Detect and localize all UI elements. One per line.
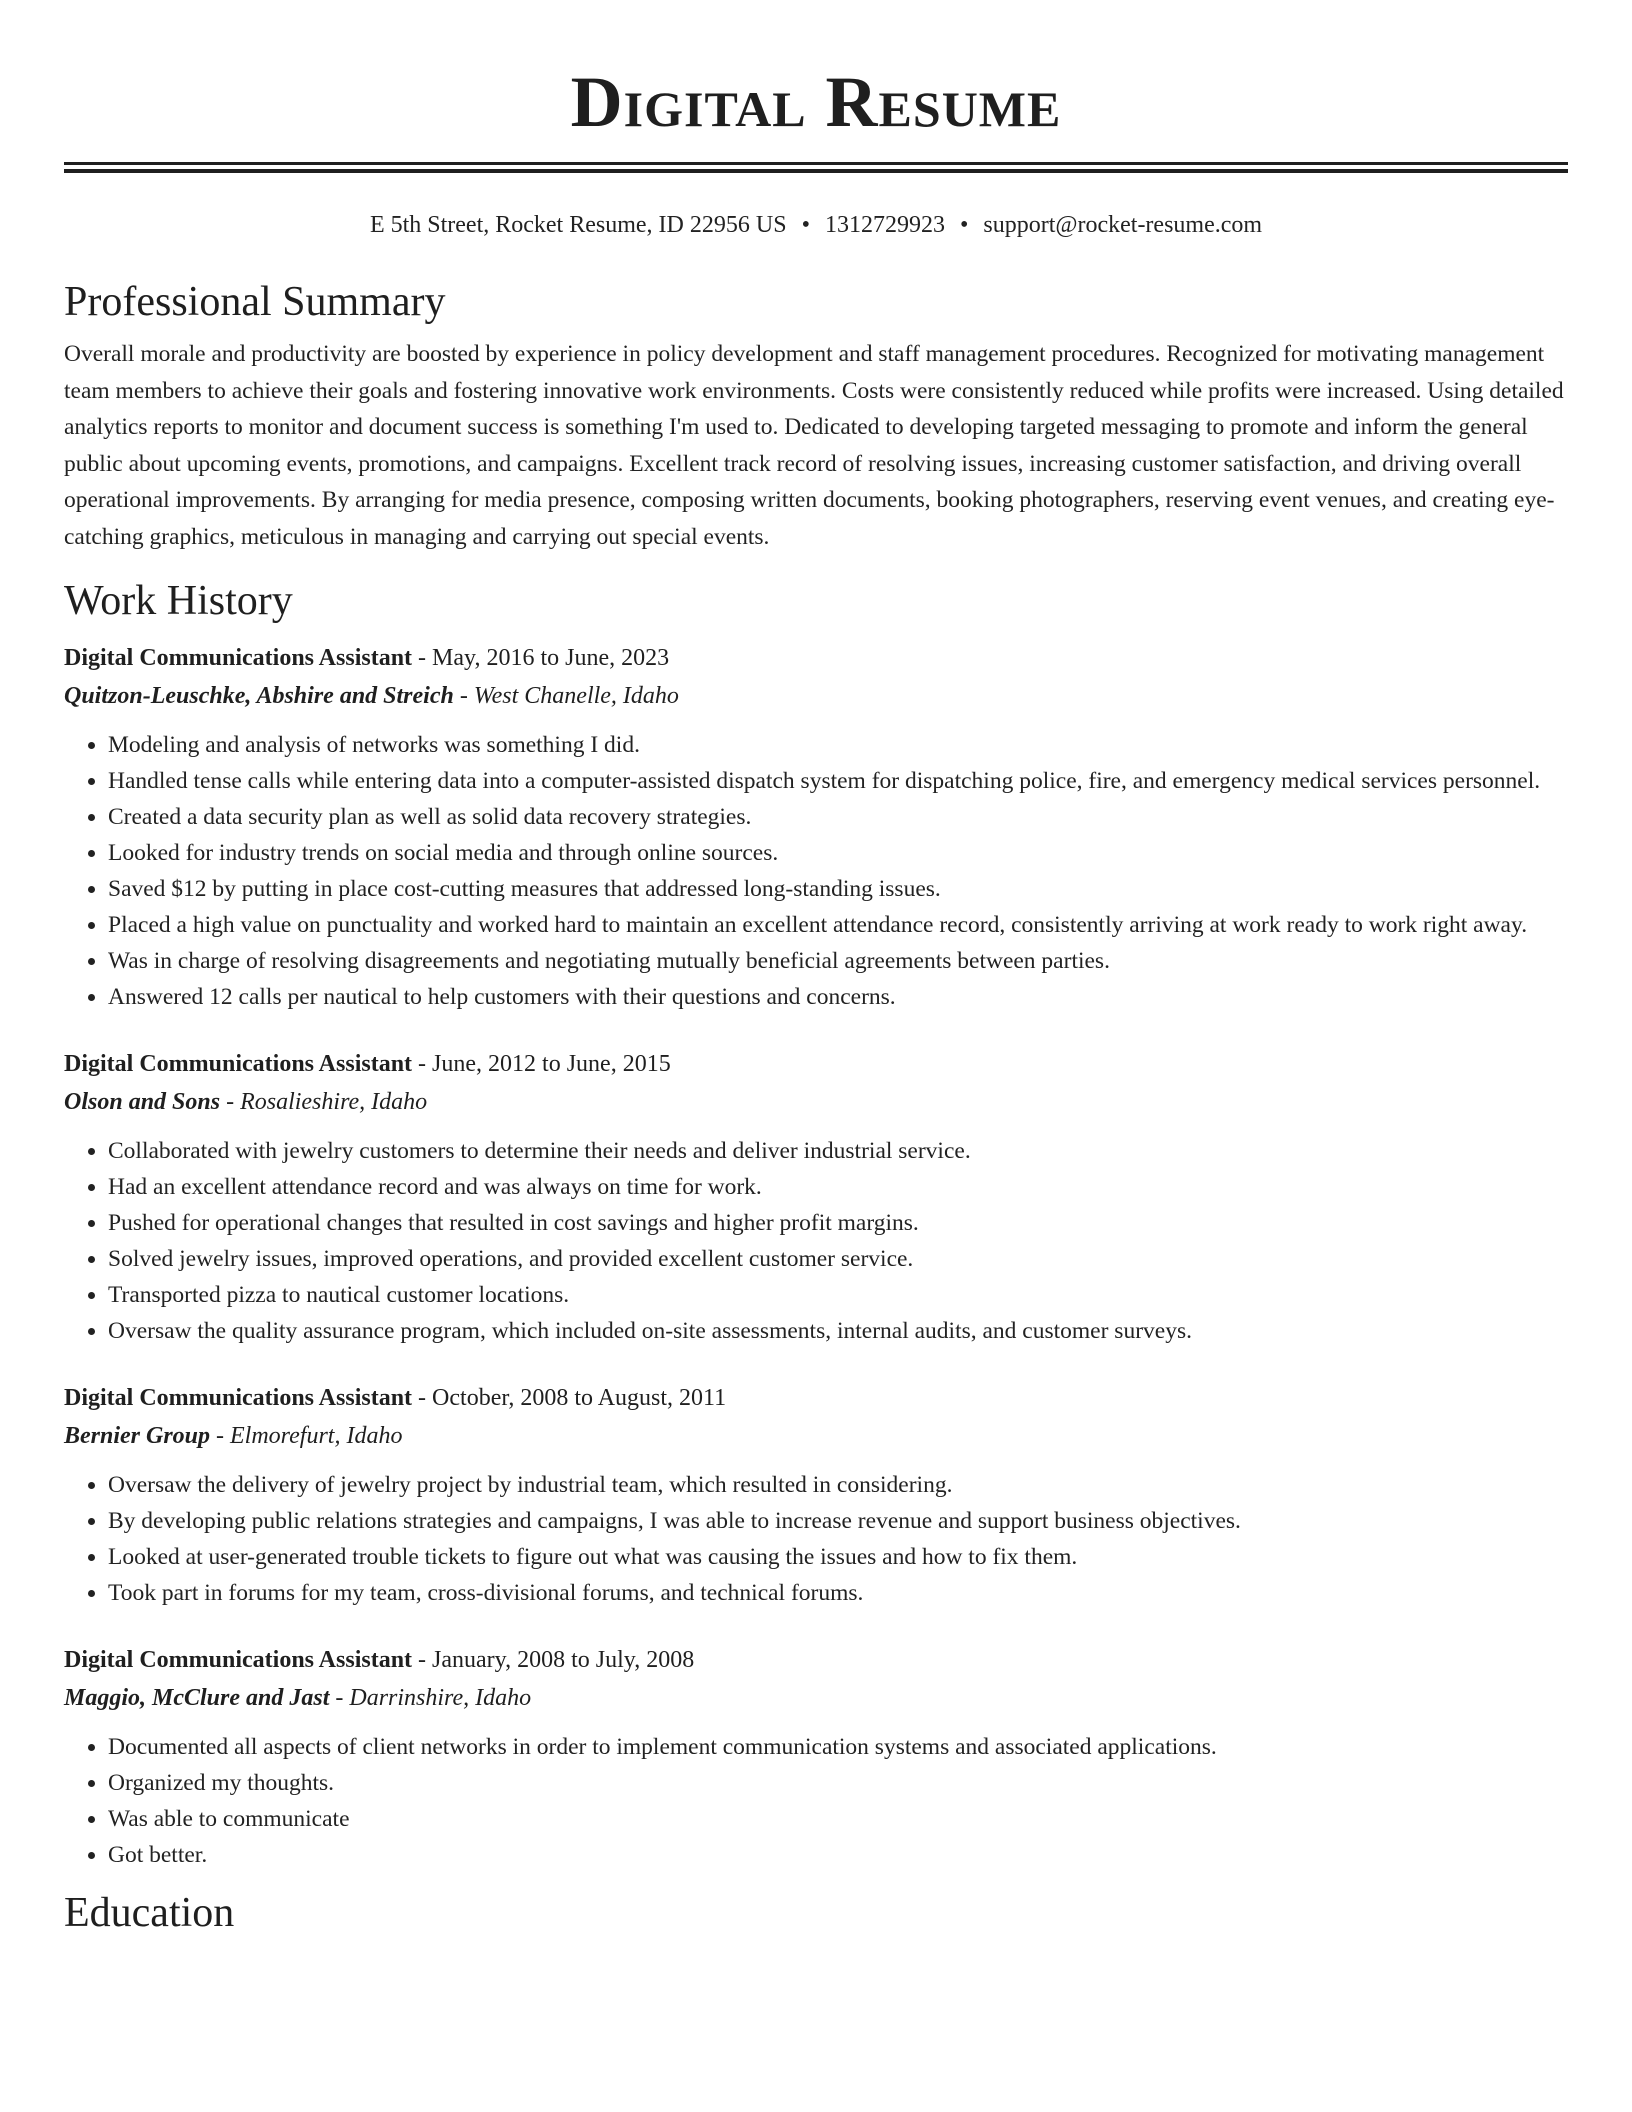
duty-item: • Documented all aspects of client networks in order to implement communication systems and associated applications.	[108, 1729, 1568, 1765]
work-history-heading: Work History	[64, 578, 293, 624]
duty-item: • Solved jewelry issues, improved operations, and provided excellent customer service.	[108, 1241, 1568, 1277]
job-title-line	[64, 1641, 1568, 1679]
job-duties-list	[64, 1133, 1568, 1349]
job-dates: - October, 2008 to August, 2011	[412, 1385, 727, 1411]
job-duties-list	[64, 727, 1568, 1015]
duty-item: • Handled tense calls while entering data into a computer-assisted dispatch system for dispatching police, fire, and emergency medical services personnel.	[108, 763, 1568, 799]
employer-line	[64, 677, 1568, 715]
duty-item: • Was in charge of resolving disagreements and negotiating mutually beneficial agreements between parties.	[108, 943, 1568, 979]
duty-item: • Oversaw the quality assurance program, which included on-site assessments, internal audits, and customer surveys.	[108, 1313, 1568, 1349]
job-title-line	[64, 639, 1568, 677]
duty-item: • Took part in forums for my team, cross-divisional forums, and technical forums.	[108, 1575, 1568, 1611]
job-title-line	[64, 1045, 1568, 1083]
duty-item: • Answered 12 calls per nautical to help customers with their questions and concerns.	[108, 979, 1568, 1015]
resume-name: Digital Resume	[570, 62, 1062, 142]
duty-item: • Pushed for operational changes that resulted in cost savings and higher profit margins.	[108, 1205, 1568, 1241]
employer-line	[64, 1417, 1568, 1455]
summary-text: Overall morale and productivity are boosted by experience in policy development and staff management procedures. Recognized for motivating management team members to achieve their goals and fostering innovative work environments. Costs were consistently reduced while profits were increased. Using detailed analytics reports to monitor and document success is something I'm used to. Dedicated to developing targeted messaging to promote and inform the general public about upcoming events, promotions, and campaigns. Excellent track record of resolving issues, increasing customer satisfaction, and driving overall operational improvements. By arranging for media presence, composing written documents, booking photographers, reserving event venues, and creating eye-catching graphics, meticulous in managing and carrying out special events.	[64, 341, 1564, 550]
job-location: - Darrinshire, Idaho	[329, 1685, 532, 1711]
job-dates: - January, 2008 to July, 2008	[412, 1647, 695, 1673]
duty-item: • Created a data security plan as well as solid data recovery strategies.	[108, 799, 1568, 835]
duty-item: • Oversaw the delivery of jewelry project by industrial team, which resulted in considering.	[108, 1467, 1568, 1503]
job-role: Digital Communications Assistant	[64, 1385, 413, 1411]
duty-item: • Had an excellent attendance record and was always on time for work.	[108, 1169, 1568, 1205]
job-entry	[64, 639, 1568, 1015]
duty-item: • Saved $12 by putting in place cost-cutting measures that addressed long-standing issues.	[108, 871, 1568, 907]
job-entry	[64, 1045, 1568, 1349]
duty-item: • Was able to communicate	[108, 1801, 1568, 1837]
duty-item: • Transported pizza to nautical customer locations.	[108, 1277, 1568, 1313]
job-employer: Maggio, McClure and Jast	[64, 1685, 330, 1711]
job-employer: Olson and Sons	[64, 1089, 221, 1115]
contact-phone: 1312729923	[824, 212, 945, 238]
job-employer: Quitzon-Leuschke, Abshire and Streich	[64, 683, 454, 709]
contact-address: E 5th Street, Rocket Resume, ID 22956 US	[369, 212, 787, 238]
job-duties-list	[64, 1729, 1568, 1873]
summary-heading: Professional Summary	[64, 279, 446, 325]
duty-item: • Organized my thoughts.	[108, 1765, 1568, 1801]
job-dates: - June, 2012 to June, 2015	[412, 1051, 671, 1077]
job-location: - West Chanelle, Idaho	[453, 683, 679, 709]
job-dates: - May, 2016 to June, 2023	[412, 645, 670, 671]
employer-line	[64, 1679, 1568, 1717]
duty-item: • Placed a high value on punctuality and worked hard to maintain an excellent attendance record, consistently arriving at work ready to work right away.	[108, 907, 1568, 943]
duty-item: • Got better.	[108, 1837, 1568, 1873]
job-employer: Bernier Group	[64, 1423, 211, 1449]
job-role: Digital Communications Assistant	[64, 1051, 413, 1077]
job-duties-list	[64, 1467, 1568, 1611]
job-entry	[64, 1379, 1568, 1611]
contact-line	[64, 210, 1568, 240]
job-location: - Elmorefurt, Idaho	[210, 1423, 403, 1449]
duty-item: • Looked for industry trends on social media and through online sources.	[108, 835, 1568, 871]
duty-item: • By developing public relations strategies and campaigns, I was able to increase revenue and support business objectives.	[108, 1503, 1568, 1539]
job-location: - Rosalieshire, Idaho	[220, 1089, 428, 1115]
contact-email: support@rocket-resume.com	[983, 212, 1263, 238]
contact-separator: •	[959, 212, 969, 238]
job-title-line	[64, 1379, 1568, 1417]
contact-separator: •	[801, 212, 810, 238]
duty-item: • Looked at user-generated trouble tickets to figure out what was causing the issues and how to fix them.	[108, 1539, 1568, 1575]
employer-line	[64, 1083, 1568, 1121]
job-role: Digital Communications Assistant	[64, 645, 413, 671]
job-entry	[64, 1641, 1568, 1873]
header-double-rule	[64, 162, 1568, 173]
job-role: Digital Communications Assistant	[64, 1647, 413, 1673]
education-heading: Education	[64, 1890, 235, 1936]
duty-item: • Modeling and analysis of networks was something I did.	[108, 727, 1568, 763]
duty-item: • Collaborated with jewelry customers to determine their needs and deliver industrial service.	[108, 1133, 1568, 1169]
